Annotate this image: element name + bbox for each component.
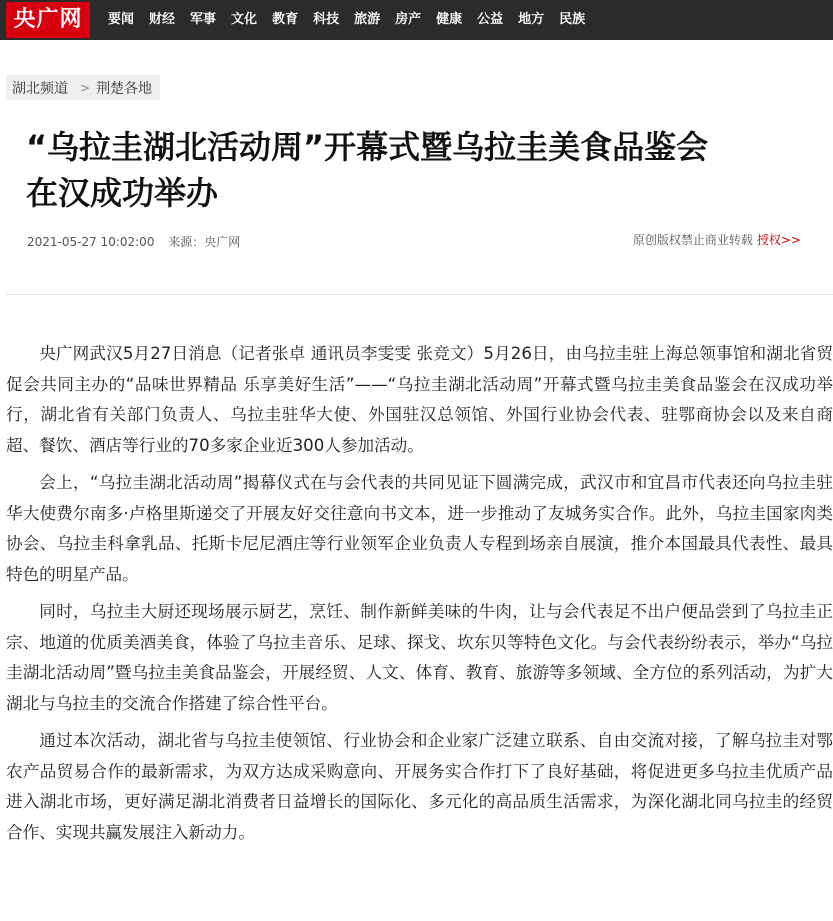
site-logo[interactable]: 央广网: [6, 2, 90, 38]
breadcrumb-channel-link[interactable]: 湖北频道: [12, 80, 68, 97]
nav-item-local[interactable]: 地方: [518, 12, 545, 27]
copyright-notice: [633, 231, 801, 248]
article-meta: [27, 233, 240, 250]
nav-item-ethnic[interactable]: 民族: [559, 12, 586, 27]
nav-item-tech[interactable]: 科技: [313, 12, 340, 27]
article-body: [6, 339, 833, 855]
nav-item-military[interactable]: 军事: [190, 12, 217, 27]
nav-item-health[interactable]: 健康: [436, 12, 463, 27]
nav-item-education[interactable]: 教育: [272, 12, 299, 27]
license-link[interactable]: 授权>>: [756, 233, 801, 247]
article-title-line-2: 在汉成功举办: [26, 174, 219, 212]
article-title: [26, 124, 816, 216]
header-divider: [6, 294, 833, 295]
copyright-text: 原创版权禁止商业转载: [632, 233, 753, 247]
article-paragraph: 央广网武汉5月27日消息（记者张卓 通讯员李雯雯 张竞文）5月26日，由乌拉圭驻上海总领事馆和湖北省贸促会共同主办的“品味世界精品 乐享美好生活”——“乌拉圭湖北活动周”开幕式暨乌拉圭美食品鉴会在汉成功举行，湖北省有关部门负责人、乌拉圭驻华大使、外国驻汉总领馆、外国行业协会代表、驻鄂商协会以及来自商超、餐饮、酒店等行业的70多家企业近300人参加活动。: [6, 344, 833, 455]
article-paragraph: 同时，乌拉圭大厨还现场展示厨艺，烹饪、制作新鲜美味的牛肉，让与会代表足不出户便品尝到了乌拉圭正宗、地道的优质美酒美食，体验了乌拉圭音乐、足球、探戈、坎东贝等特色文化。与会代表纷纷表示，举办“乌拉圭湖北活动周”暨乌拉圭美食品鉴会，开展经贸、人文、体育、教育、旅游等多领域、全方位的系列活动，为扩大湖北与乌拉圭的交流合作搭建了综合性平台。: [6, 602, 833, 713]
nav-item-news[interactable]: 要闻: [108, 12, 135, 27]
nav-item-charity[interactable]: 公益: [477, 12, 504, 27]
main-nav: [108, 0, 600, 40]
article-title-line-1: “乌拉圭湖北活动周”开幕式暨乌拉圭美食品鉴会: [26, 128, 709, 166]
nav-item-finance[interactable]: 财经: [149, 12, 176, 27]
nav-item-realestate[interactable]: 房产: [395, 12, 422, 27]
article-paragraph: 通过本次活动，湖北省与乌拉圭使领馆、行业协会和企业家广泛建立联系、自由交流对接，了解乌拉圭对鄂农产品贸易合作的最新需求，为双方达成采购意向、开展务实合作打下了良好基础，将促进更多乌拉圭优质产品进入湖北市场，更好满足湖北消费者日益增长的国际化、多元化的高品质生活需求，为深化湖北同乌拉圭的经贸合作、实现共赢发展注入新动力。: [6, 731, 833, 842]
nav-item-culture[interactable]: 文化: [231, 12, 258, 27]
article-source: 来源：央广网: [168, 235, 241, 249]
top-navigation-bar: [0, 0, 833, 40]
breadcrumb-section-link[interactable]: 荆楚各地: [96, 80, 153, 97]
breadcrumb-separator: >: [80, 80, 91, 95]
nav-item-travel[interactable]: 旅游: [354, 12, 381, 27]
breadcrumb: [6, 75, 160, 100]
article-paragraph: 会上，“乌拉圭湖北活动周”揭幕仪式在与会代表的共同见证下圆满完成，武汉市和宜昌市代表还向乌拉圭驻华大使费尔南多·卢格里斯递交了开展友好交往意向书文本，进一步推动了友城务实合作。此外，乌拉圭国家肉类协会、乌拉圭科拿乳品、托斯卡尼尼酒庄等行业领军企业负责人专程到场亲自展演，推介本国最具代表性、最具特色的明星产品。: [6, 473, 833, 584]
publish-datetime: 2021-05-27 10:02:00: [27, 235, 155, 249]
